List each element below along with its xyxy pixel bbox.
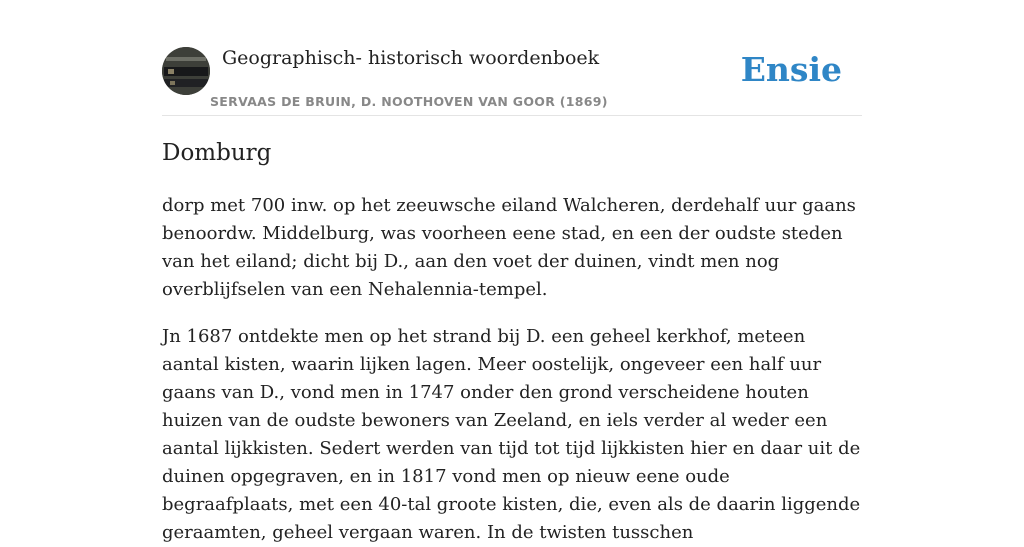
ensie-logo[interactable]: Ensie <box>740 50 842 89</box>
entry-paragraph: dorp met 700 inw. op het zeeuwsche eiland Walcheren, derdehalf uur gaans benoordw. Middelburg, was voorheen eene stad, en een der oudste steden van het eiland; dicht bij D., aan den voet der duinen, vindt men nog overblijfselen van een Nehalennia-tempel. <box>162 195 856 300</box>
book-header <box>162 40 862 116</box>
book-spines-icon[interactable] <box>162 47 210 95</box>
entry-title: Domburg <box>162 140 272 166</box>
book-cover-image <box>162 47 210 95</box>
book-authors: SERVAAS DE BRUIN, D. NOOTHOVEN VAN GOOR (1869) <box>210 94 608 109</box>
entry-paragraph: Jn 1687 ontdekte men op het strand bij D. een geheel kerkhof, meteen aantal kisten, waarin lijken lagen. Meer oostelijk, ongeveer een half uur gaans van D., vond men in 1747 onder den grond verscheidene houten huizen van de oudste bewoners van Zeeland, en iels verder al weder een aantal lijkkisten. Sedert werden van tijd tot tijd lijkkisten hier en daar uit de duinen opgegraven, en in 1817 vond men op nieuw eene oude begraafplaats, met een 40-tal groote kisten, die, even als de daarin liggende geraamten, geheel vergaan waren. In de twisten tusschen <box>162 326 861 543</box>
book-title[interactable]: Geographisch- historisch woordenboek <box>222 47 600 69</box>
